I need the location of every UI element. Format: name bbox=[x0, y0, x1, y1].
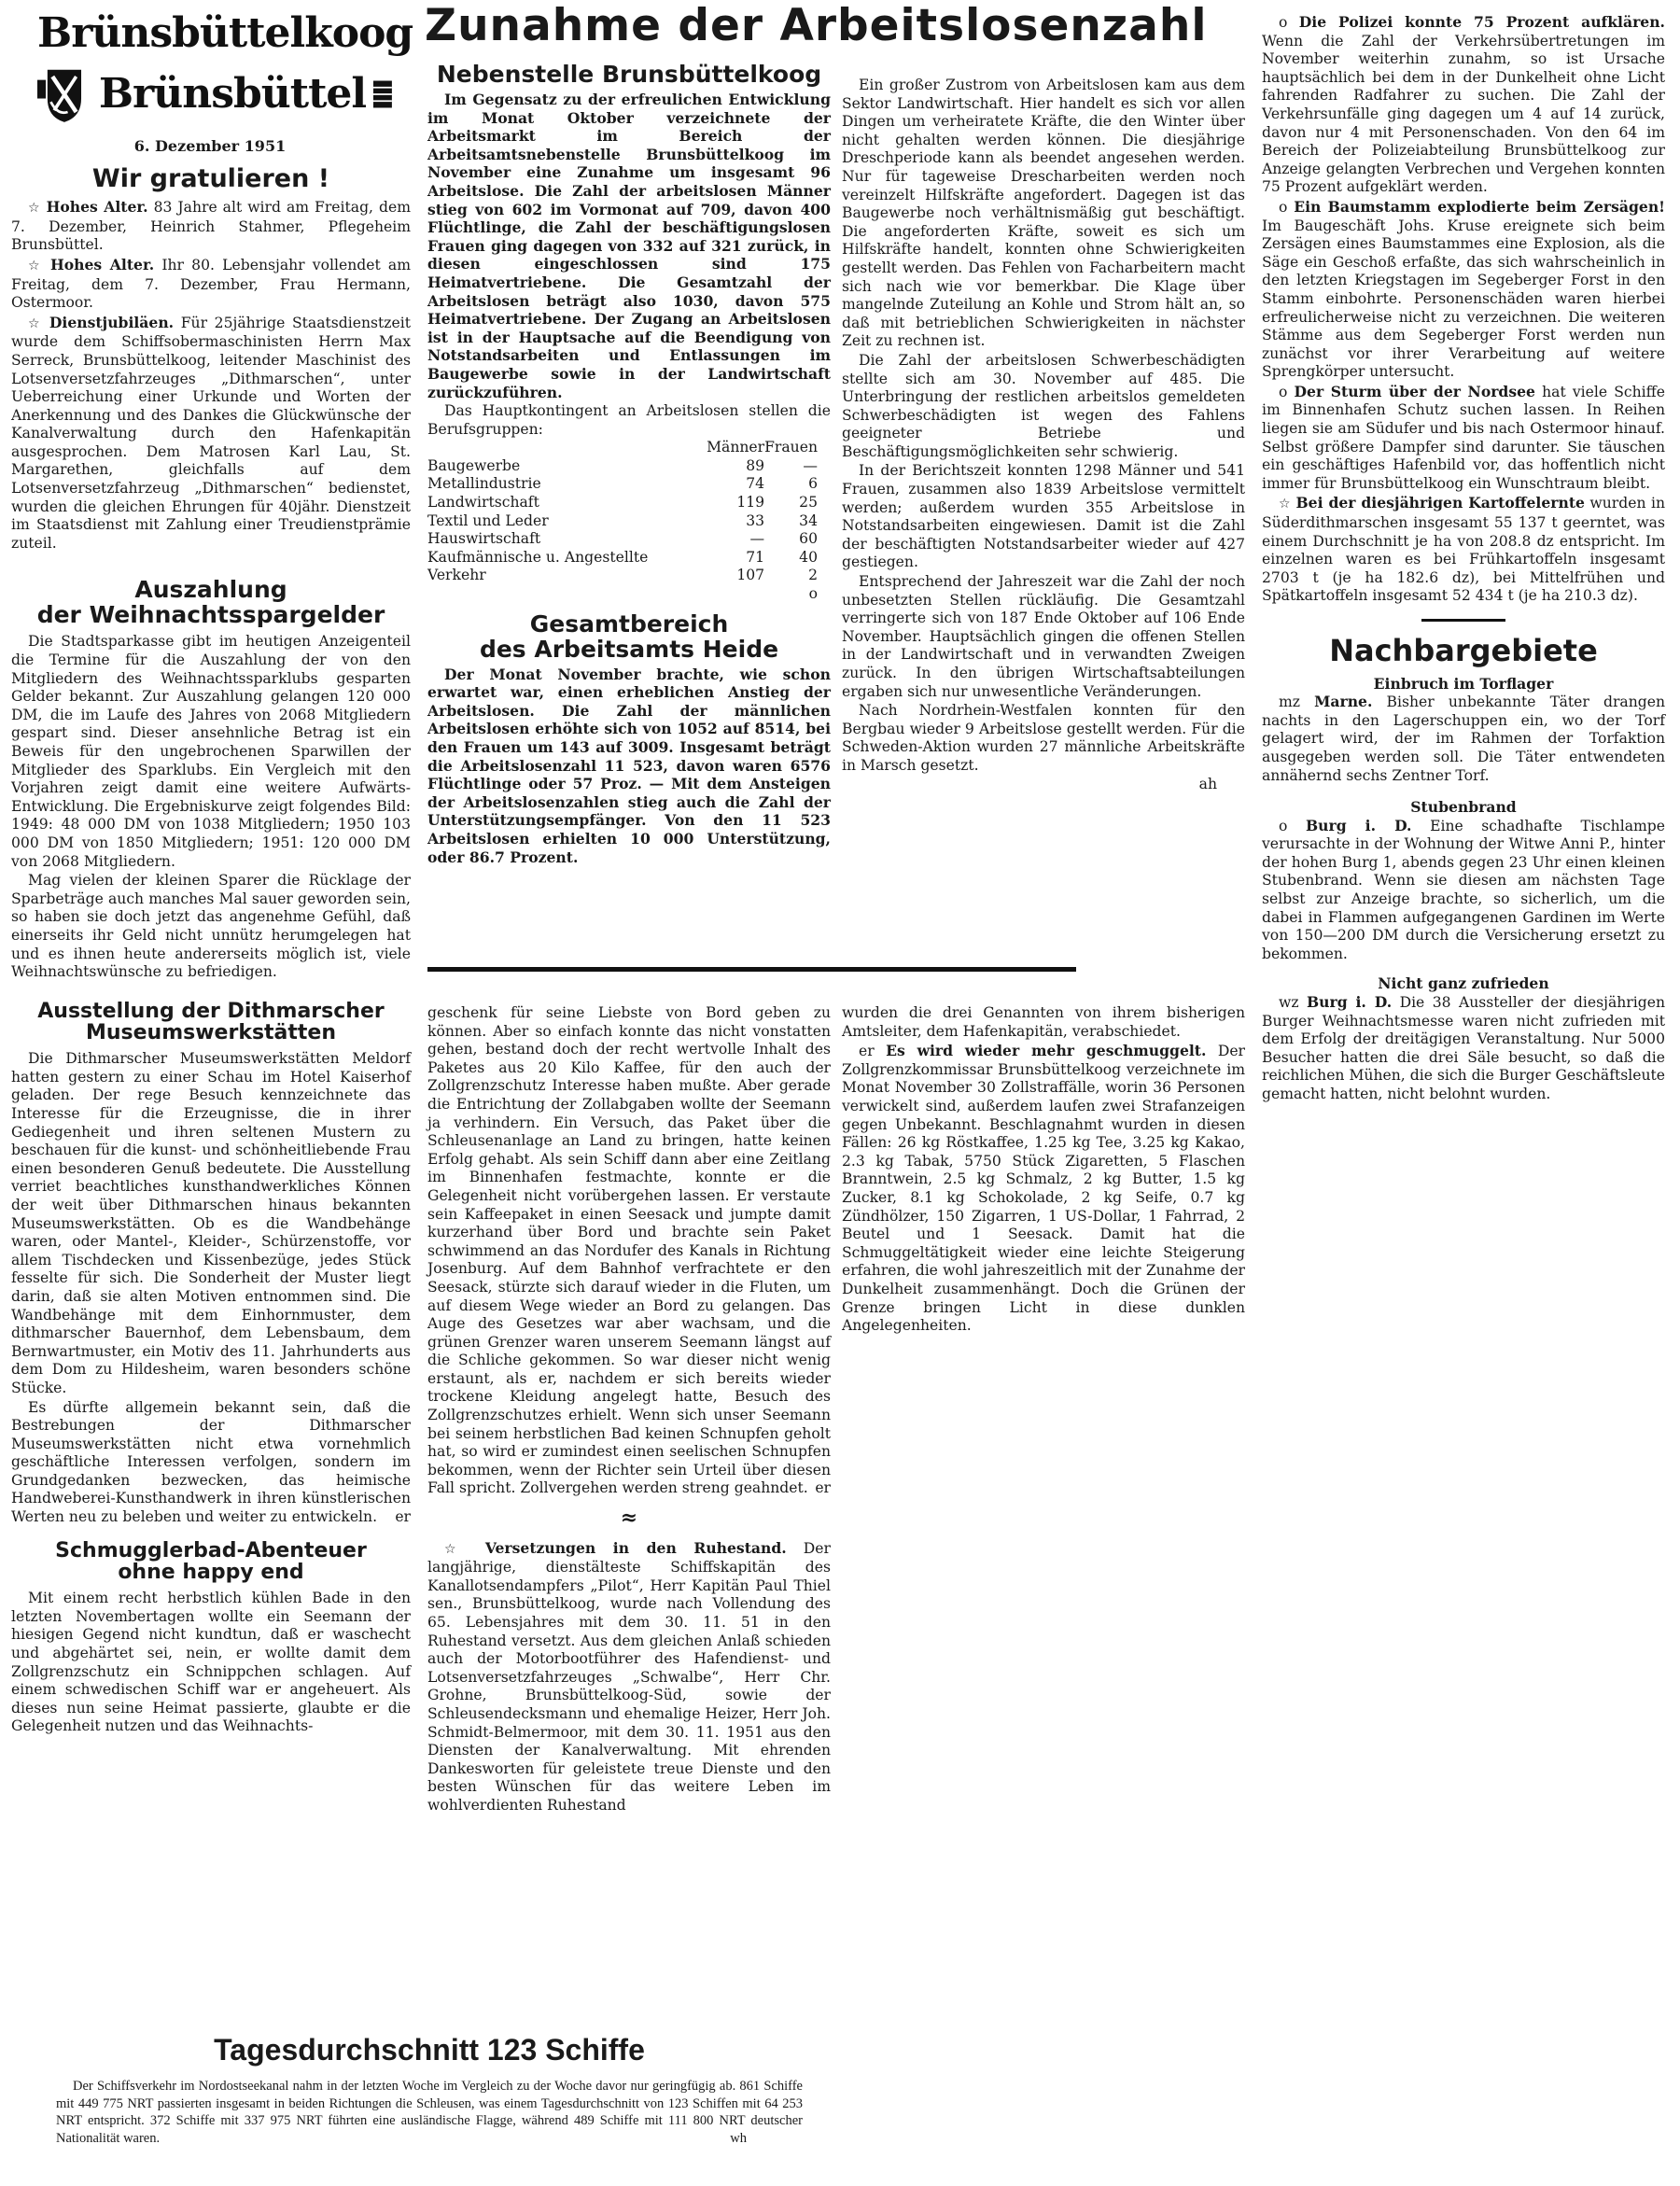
gratulieren-title: Wir gratulieren ! bbox=[91, 164, 330, 193]
gesamtbereich-text: Der Monat November brachte, wie schon erwartet war, einen erheblichen Anstieg der Arbeitslosen. Die Zahl der männlichen Arbeitslosen erhöhte sich von 1052 auf 8514, bei den Frauen um 143 auf 3009. Insgesamt beträgt die Arbeitslosenzahl 11 523, davon waren 6576 Flüchtlinge oder 57 Proz. — Mit dem Ansteigen der Arbeitslosenzahlen stieg auch die Zahl der Unterstützungsempfänger. Von den 11 523 Arbeitslosen erhielten 10 000 Unterstützung, oder 86.7 Prozent. bbox=[427, 665, 831, 866]
einbruch-title: Einbruch im Torflager bbox=[1373, 674, 1554, 693]
star-icon: ☆ bbox=[28, 258, 43, 273]
tages-article bbox=[56, 2031, 803, 2147]
schmuggler-title: Schmugglerbad-Abenteuer ohne happy end bbox=[55, 1538, 367, 1585]
section-divider bbox=[427, 967, 1076, 972]
banner-end-icon bbox=[373, 76, 392, 113]
star-icon: ☆ bbox=[444, 1541, 469, 1557]
auszahlung-paragraph: Mag vielen der kleinen Sparer die Rücklage der Sparbeträge auch manches Mal sauer geworden sein, so haben sie doch jetzt das angenehme Gefühl, daß einerseits ihr Geld nicht unnütz herumgelegen hat und es ihnen heute andererseits möglich ist, viele Weihnachtswünsche zu befriedigen. bbox=[11, 872, 411, 981]
column-3-top bbox=[842, 77, 1245, 793]
table-row: Textil und Leder 33 34 bbox=[427, 511, 818, 529]
sturm-paragraph: o Der Sturm über der Nordsee hat viele Schiffe im Binnenhafen Schutz suchen lassen. In Reihen liegen sie am Südufer und bis nach Ostermoor hinauf. Selbst größere Dampfer sind darunter. Sie täuschen ein geschäftiges Hafenbild vor, das hoffentlich nicht immer für Brunsbüttelkoog ein Wunschtraum bleibt. bbox=[1262, 382, 1665, 492]
versetzungen-paragraph: ☆ Versetzungen in den Ruhestand. Der langjährige, dienstälteste Schiffskapitän des Kanallotsendampfers „Pilot“, Herr Kapitän Paul Thiel sen., Brunsbüttelkoog, wurde nach Vollendung des 65. Lebensjahres mit dem 30. 11. 51 in den Ruhestand versetzt. Aus dem gleichen Anlaß schieden auch der Motorbootführer des Hafendienst- und Lotsenversetzfahrzeuges „Schwalbe“, Herr Chr. Grohne, Brunsbüttelkoog-Süd, sowie der Schleusendecksmann und ehemalige Heizer, Herr Joh. Schmidt-Belmermoor, mit dem 30. 11. 1951 aus den Diensten der Kanalverwaltung. Mit ehrenden Dankesworten für geleistete treue Dienste und den besten Wünschen für das weitere Leben im wohlverdienten Ruhestand bbox=[427, 1538, 831, 1814]
table-header: Männer Frauen bbox=[707, 439, 818, 456]
col3-paragraph: Ein großer Zustrom von Arbeitslosen kam aus dem Sektor Landwirtschaft. Hier handelt es sich vor allen Dingen um verheiratete Kräfte, die den Winter über nicht gehalten werden können. Die diesjährige Dreschperiode kann als beendet angesehen werden. Nur für tageweise Drescharbeiten werden noch vereinzelt Hilfskräfte angefordert. Dagegen ist das Baugewerbe noch verhältnismäßig gut beschäftigt. Die angeforderten Kräfte, soweit es sich um Hilfskräfte handelt, konnten ohne Schwierigkeiten gestellt werden. Das Fehlen von Facharbeitern macht sich nach wie vor bemerkbar. Die Klage über mangelnde Zuteilung an Kohle und Strom hält an, so daß mit betrieblichen Schwierigkeiten in nächster Zeit zu rechnen ist. bbox=[842, 77, 1245, 350]
nachbar-title: Nachbargebiete bbox=[1329, 633, 1598, 668]
tages-title: Tagesdurchschnitt 123 Schiffe bbox=[214, 2033, 645, 2067]
col3-paragraph: In der Berichtszeit konnten 1298 Männer und 541 Frauen, zusammen also 1839 Arbeitslose vermittelt werden; außerdem wurden 355 Arbeitslose in Notstandsarbeiten eingewiesen. Damit ist die Zahl der beschäftigten Notstandsarbeiter wieder auf 427 gestiegen. bbox=[842, 462, 1245, 571]
masthead-line1: Brünsbüttelkoog bbox=[37, 9, 413, 57]
nebenstelle-lead: Im Gegensatz zu der erfreulichen Entwicklung im Monat Oktober verzeichnete der Arbeitsmarkt im Bereich der Arbeitsamtsnebenstelle Brunsbüttelkoog im November eine Zunahme um insgesamt 96 Arbeitslose. Die Zahl der arbeitslosen Männer stieg von 602 im Vormonat auf 709, davon 400 Flüchtlinge, die Zahl der beschäftigungslosen Frauen ging dagegen von 332 auf 321 zurück, in diesen eingeschlossen sind 175 Heimatvertriebene. Die Gesamtzahl der Arbeitslosen beträgt also 1030, davon 575 Heimatvertriebene. Der Zugang an Arbeitslosen ist in der Hauptsache auf die Beendigung von Notstandsarbeiten und Entlassungen im Baugewerbe sowie in der Landwirtschaft zurückzuführen. bbox=[427, 91, 831, 401]
masthead-logo bbox=[37, 7, 413, 129]
schmuggler-paragraph: Mit einem recht herbstlich kühlen Bade in den letzten Novembertagen wollte ein Seemann der hiesigen Gegend nicht kundtun, daß er waschecht und abgehärtet sei, nein, er wollte damit dem Zollgrenzschutz ein Schnippchen schlagen. Auf einem schwedischen Schiff war er angeheuert. Als dieses nun seine Heimat passierte, glaubte er die Gelegenheit nutzen und das Weihnachts- bbox=[11, 1590, 411, 1735]
gratulieren-item: ☆ Dienstjubiläen. Für 25jährige Staatsdienstzeit wurde dem Schiffsobermaschinisten Herrn Max Serreck, Brunsbüttelkoog, leitender Maschinist des Lotsenversetzfahrzeuges „Dithmarschen“, unter Ueberreichung einer Urkunde und Worten der Anerkennung und des Dankes die Glückwünsche der Kanalverwaltung durch den Hafenkapitän ausgesprochen. Dem Matrosen Karl Lau, St. Margarethen, gleichfalls auf dem Lotsenversetzfahrzeug „Dithmarschen“ bedienstet, wurden die gleichen Ehrungen für 40jähr. Dienstzeit im Staatsdienst mit Zahlung einer Treudienstprämie zuteil. bbox=[11, 313, 411, 552]
author-signature: er bbox=[815, 1479, 831, 1497]
star-icon: ☆ bbox=[1279, 497, 1292, 512]
col3-paragraph: Entsprechend der Jahreszeit war die Zahl der noch unbesetzten Stellen rückläufig. Die Gesamtzahl verringerte sich von 187 Ende Oktober auf 106 Ende November. Hauptsächlich gingen die offenen Stellen in der Landwirtschaft und in verwandten Zweigen zurück. In den übrigen Wirtschaftsabteilungen ergaben sich nur unwesentliche Veränderungen. bbox=[842, 573, 1245, 700]
berufsgruppen-table bbox=[427, 439, 831, 603]
table-intro: Das Hauptkontingent an Arbeitslosen stellen die Berufsgruppen: bbox=[427, 402, 831, 438]
stubenbrand-title: Stubenbrand bbox=[1410, 798, 1517, 817]
auszahlung-title: Auszahlung der Weihnachtsspargelder bbox=[36, 576, 385, 629]
column-2-lower bbox=[427, 1004, 831, 1815]
column-4 bbox=[1262, 13, 1665, 1104]
ausstellung-paragraph: Die Dithmarscher Museumswerkstätten Meldorf hatten gestern zu einer Schau im Hotel Kaiserhof geladen. Der rege Besuch kennzeichnete das Interesse für die Erzeugnisse, die in ihrer Gediegenheit und ihren seltenen Mustern zu beschauen für die kunst- und schönheitliebende Frau einen besonderen Genuß bedeutete. Die Ausstellung verriet beachtliches kunsthandwerkliches Können der weit über Dithmarschen hinaus bekannten Museumswerkstätten. Ob es die Wandbehänge waren, oder Mantel-, Kleider-, Schürzenstoffe, vor allem Tischdecken und Kissenbezüge, jedes Stück fesselte für sich. Die Sonderheit der Muster liegt darin, daß sie alten Motiven entnommen sind. Die Wandbehänge mit dem Einhornmuster, dem dithmarscher Bauernhof, dem Lebensbaum, dem Bernwartmuster, ein Motiv des 11. Jahrhunderts aus dem Dom zu Hildesheim, waren besonders schöne Stücke. bbox=[11, 1050, 411, 1396]
separator-mark: ≈ bbox=[620, 1506, 638, 1531]
column-1 bbox=[11, 163, 411, 1736]
col3-paragraph: Die Zahl der arbeitslosen Schwerbeschädigten stellte sich am 30. November auf 485. Die Unterbringung der restlichen arbeitslos gemeldeten Schwerbeschädigten ist wegen des Fahlens geeigneter Betriebe und Beschäftigungsmöglichkeiten sehr schwierig. bbox=[842, 351, 1245, 460]
einbruch-paragraph: mz Marne. Bisher unbekannte Täter drangen nachts in den Lagerschuppen ein, wo der Torf gelagert wird, der im Rahmen der Torfaktion ausgegeben werden soll. Die Täter entwendeten annähernd sechs Zentner Torf. bbox=[1262, 693, 1665, 784]
anchor-crest-icon bbox=[37, 62, 91, 127]
col3-paragraph: Nach Nordrhein-Westfalen konnten für den Bergbau wieder 9 Arbeitslose gestellt werden. Für die Schweden-Aktion wurden 27 männliche Arbeitskräfte in Marsch gesetzt. bbox=[842, 702, 1245, 774]
ausstellung-title: Ausstellung der Dithmarscher Museumswerkstätten bbox=[37, 999, 385, 1045]
nebenstelle-title: Nebenstelle Brunsbüttelkoog bbox=[436, 61, 822, 88]
gesamtbereich-title: Gesamtbereich des Arbeitsamts Heide bbox=[479, 610, 779, 663]
gratulieren-item: ☆ Hohes Alter. 83 Jahre alt wird am Freitag, dem 7. Dezember, Heinrich Stahmer, Pflegeheim Brunsbüttel. bbox=[11, 198, 411, 254]
short-divider bbox=[1421, 619, 1505, 622]
star-icon: ☆ bbox=[28, 201, 41, 217]
table-row: Baugewerbe 89 — bbox=[427, 456, 818, 474]
tages-paragraph: Der Schiffsverkehr im Nordostseekanal nahm in der letzten Woche im Vergleich zu der Woche davor nur geringfügig ab. 861 Schiffe mit 449 775 NRT passierten insgesamt in beiden Richtungen die Schleusen, was einem Tagesdurchschnitt von 123 Schiffen mit 64 253 NRT entspricht. 372 Schiffe mit 337 975 NRT führten eine ausländische Flagge, während 489 Schiffe mit 111 800 NRT deutscher Nationalität waren. wh bbox=[56, 2079, 803, 2146]
gratulieren-item: ☆ Hohes Alter. Ihr 80. Lebensjahr vollendet am Freitag, dem 7. Dezember, Frau Hermann, Ostermoor. bbox=[11, 255, 411, 312]
table-row: Verkehr 107 2 bbox=[427, 567, 818, 584]
table-row: Metallindustrie 74 6 bbox=[427, 475, 818, 493]
author-signature: wh bbox=[730, 2130, 747, 2146]
author-signature: ah bbox=[1198, 775, 1217, 792]
table-row: Kaufmännische u. Angestellte 71 40 bbox=[427, 548, 818, 566]
author-signature: er bbox=[395, 1508, 411, 1526]
versetzungen-continuation: wurden die drei Genannten von ihrem bisherigen Amtsleiter, dem Hafenkapitän, verabschiedet. bbox=[842, 1004, 1245, 1040]
table-row: Landwirtschaft 119 25 bbox=[427, 494, 818, 511]
schmuggler-continuation: geschenk für seine Liebste von Bord geben zu können. Aber so einfach konnte das nicht vonstatten gehen, bestand doch der recht wertvolle Inhalt des Paketes aus 20 Kilo Kaffee, für den auch der Zollgrenzschutz Interesse haben mußte. Aber gerade die Entrichtung der Zollabgaben wollte der Seemann ja verhindern. Ein Versuch, das Paket über die Schleusenanlage an Land zu bringen, hatte keinen Erfolg gehabt. Als sein Schiff dann aber eine Zeitlang im Binnenhafen festmachte, konnte er die Gelegenheit nicht vorübergehen lassen. Er verstaute sein Kaffeepaket in einen Seesack und jumpte damit kurzerhand über Bord und brachte sein Paket schwimmend an das Nordufer des Kanals in Richtung Josenburg. Auf dem Bahnhof verfrachtete er den Seesack, stürzte sich darauf wieder in die Fluten, um auf diesem Wege wieder an Bord zu gelangen. Das Auge des Gesetzes war aber wachsam, und die grünen Grenzer waren unserem Seemann längst auf die Schliche gekommen. So war dieser nicht wenig erstaunt, als er, nachdem er sich bereits wieder trockene Kleidung angelegt hatte, Besuch des Zollgrenzschutzes erhielt. Wenn sich unser Seemann bei seinem herbstlichen Bad keinen Schnupfen geholt hat, so wird er zumindest einen seelischen Schnupfen bekommen, wenn der Richter sein Urteil über diesen Fall spricht. Zollvergehen werden streng geahndet. er bbox=[427, 1004, 831, 1497]
kartoffel-paragraph: ☆ Bei der diesjährigen Kartoffelernte wurden in Süderdithmarschen insgesamt 55 137 t geerntet, was einem Durchschnitt je ha von 208.8 dz entspricht. Im einzelnen waren es bei Frühkartoffeln insgesamt 2703 t (je ha 182.6 dz), bei Mittelfrühen und Spätkartoffeln insgesamt 52 434 t (je ha 210.3 dz). bbox=[1262, 494, 1665, 605]
column-2-top bbox=[427, 62, 831, 866]
column-3-lower bbox=[842, 1004, 1245, 1336]
masthead-line2: Brünsbüttel bbox=[98, 70, 367, 118]
polizei-paragraph: o Die Polizei konnte 75 Prozent aufklären. Wenn die Zahl der Verkehrsübertretungen im November weiterhin zunahm, so ist Ursache hauptsächlich bei dem in der Dunkelheit ohne Licht fahrenden Radfahrer zu suchen. Die Zahl der Verkehrsunfälle ging dagegen um 4 auf 14 zurück, davon nur 4 mit Personenschaden. Von den 64 im Bereich der Polizeiabteilung Brunsbüttelkoog zur Anzeige gelangten Verbrechen und Vergehen konnten 75 Prozent aufgeklärt werden. bbox=[1262, 13, 1665, 196]
issue-date: 6. Dezember 1951 bbox=[133, 137, 287, 155]
table-row: Hauswirtschaft — 60 bbox=[427, 530, 818, 548]
zufrieden-title: Nicht ganz zufrieden bbox=[1378, 974, 1549, 993]
end-mark: o bbox=[808, 585, 818, 603]
zufrieden-paragraph: wz Burg i. D. Die 38 Aussteller der diesjährigen Burger Weihnachtsmesse waren nicht zufrieden mit dem Erfolg der dreitägigen Veranstaltung. Nur 5000 Besucher hatten die drei Säle besucht, so daß die reichlichen Mühen, die sich die Burger Geschäftsleute gemacht hatten, nicht belohnt wurden. bbox=[1262, 993, 1665, 1103]
stubenbrand-paragraph: o Burg i. D. Eine schadhafte Tischlampe verursachte in der Wohnung der Witwe Anni P., hinter der hohen Burg 1, abends gegen 23 Uhr einen kleinen Stubenbrand. Wenn sie diesen am nächsten Tage selbst zur Anzeige brachte, so sicherlich, um die dabei in Flammen aufgegangenen Gardinen im Werte von 150—200 DM durch die Versicherung ersetzt zu bekommen. bbox=[1262, 816, 1665, 962]
auszahlung-paragraph: Die Stadtsparkasse gibt im heutigen Anzeigenteil die Termine für die Auszahlung der von den Mitgliedern des Weihnachtssparklubs gesparten Gelder bekannt. Zur Auszahlung gelangen 120 000 DM, die im Laufe des Jahres von 2068 Mitgliedern gespart sind. Dieser ansehnliche Betrag ist ein Beweis für den ungebrochenen Sparwillen der Mitglieder des Sparklubs. Ein Vergleich mit den Vorjahren zeigt damit eine weitere Aufwärts-Entwicklung. Die Ergebniskurve zeigt folgendes Bild: 1949: 48 000 DM von 1038 Mitgliedern; 1950 103 000 DM von 1850 Mitgliedern; 1951: 120 000 DM von 2068 Mitgliedern. bbox=[11, 633, 411, 870]
ausstellung-paragraph: Es dürfte allgemein bekannt sein, daß die Bestrebungen der Dithmarscher Museumswerkstätten nicht etwa vornehmlich geschäftliche Interessen verfolgen, sondern im Grundgedanken bezwecken, das heimische Handweberei-Kunsthandwerk in ihren künstlerischen Werten neu zu beleben und weiter zu entwickeln. er bbox=[11, 1398, 411, 1526]
main-headline: Zunahme der Arbeitslosenzahl bbox=[425, 0, 1208, 51]
geschmuggelt-paragraph: er Es wird wieder mehr geschmuggelt. Der Zollgrenzkommissar Brunsbüttelkoog verzeichnete im Monat November 30 Zollstraffälle, worin 36 Personen verwickelt sind, außerdem laufen zwei Strafanzeigen gegen Unbekannt. Beschlagnahmt wurden in diesen Fällen: 26 kg Röstkaffee, 1.25 kg Tee, 3.25 kg Kakao, 2.3 kg Tabak, 5750 Stück Zigaretten, 5 Flaschen Branntwein, 2.5 kg Schmalz, 2 kg Butter, 1.5 kg Zucker, 8.1 kg Schokolade, 2 kg Seife, 0.7 kg Zündhölzer, 150 Zigarren, 1 US-Dollar, 1 Fahrrad, 2 Beutel und 1 Seesack. Damit hat die Schmuggeltätigkeit wieder eine leichte Steigerung erfahren, die wohl jahreszeitlich mit der Zunahme der Dunkelheit zusammenhängt. Doch die Grünen der Grenze bringen Licht in diese dunklen Angelegenheiten. bbox=[842, 1042, 1245, 1335]
baumstamm-paragraph: o Ein Baumstamm explodierte beim Zersägen! Im Baugeschäft Johs. Kruse ereignete sich beim Zersägen eines Baumstammes eine Explosion, als die Säge ein Geschoß erfaßte, das sich wahrscheinlich in den letzten Kriegstagen im Segeberger Forst in den Stamm einbohrte. Personenschäden waren hierbei erfreulicherweise nicht zu verzeichnen. Die weiteren Stämme aus dem Segeberger Forst werden nun zunächst vor ihrer Verarbeitung auf weitere Sprengkörper untersucht. bbox=[1262, 197, 1665, 381]
star-icon: ☆ bbox=[28, 315, 43, 331]
